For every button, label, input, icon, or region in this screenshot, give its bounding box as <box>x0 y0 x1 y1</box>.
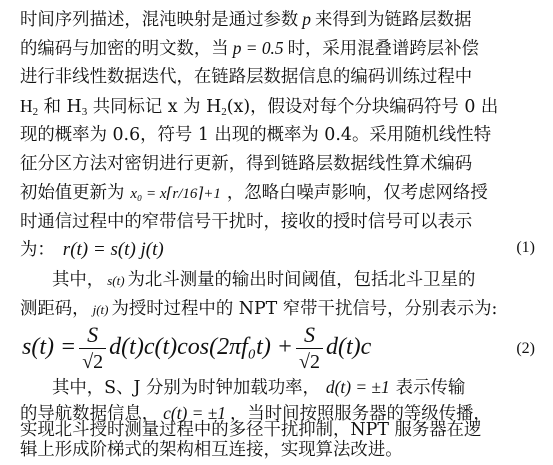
eq2-right: d(t)c <box>326 334 372 361</box>
text-segment: 为授时过程中的 NPT 窄带干扰信号，分别表示为: <box>111 299 498 319</box>
text-line-10 <box>52 265 535 295</box>
text-segment: 初始值更新为 <box>20 183 125 203</box>
math-var-p: p <box>302 9 311 29</box>
text-segment: 为： <box>20 240 55 260</box>
eq2-left: s(t) = <box>22 334 77 361</box>
text-segment: 时间序列描述，混沌映射是通过参数 <box>20 10 299 30</box>
frac-numerator: S <box>296 322 323 349</box>
text-segment: 进行非线性数据迭代，在链路层数据信息的编码训练过程中 <box>20 67 473 87</box>
eq2-fraction <box>296 322 323 375</box>
text-segment: 来得到为链路层数据 <box>314 10 472 30</box>
subscript: 2 <box>32 106 39 118</box>
math-inline-p: p = 0.5 <box>232 38 284 58</box>
text-segment: 时，采用混叠谱跨层补偿 <box>287 39 479 59</box>
text-line-6 <box>20 149 535 179</box>
math-h: H <box>20 96 33 116</box>
text-segment: ，当时间按照服务器的等级传播， <box>229 404 491 424</box>
eq2-middle: d(t)c(t)cos(2πf₀t) + <box>109 334 294 361</box>
text-line-2 <box>20 33 535 63</box>
equation-number-2: (2) <box>516 340 535 357</box>
text-segment: 的编码与加密的明文数，当 <box>20 39 229 59</box>
text-line-8 <box>20 207 535 237</box>
subscript: 3 <box>81 106 88 118</box>
text-segment: 和 H <box>43 97 82 117</box>
subscript: 2 <box>221 106 227 118</box>
text-line-3 <box>20 62 535 92</box>
text-segment: 表示传输 <box>395 378 466 398</box>
text-line-11 <box>20 294 535 324</box>
frac-denominator: √2 <box>82 351 104 373</box>
math-var-s: s(t) <box>107 273 125 288</box>
equation-2 <box>22 322 371 375</box>
text-segment: (x)，假设对每个分块编码符号 0 出 <box>226 97 499 117</box>
text-segment: 时通信过程中的窄带信号干扰时，接收的授时信号可以表示 <box>20 212 473 232</box>
text-segment: ，忽略白噪声影响，仅考虑网络授 <box>226 183 488 203</box>
math-inline-d: d(t) = ±1 <box>325 377 390 397</box>
text-segment: 的导航数据信息， <box>20 404 160 424</box>
frac-denominator: √2 <box>299 351 320 373</box>
text-line-7 <box>20 178 535 208</box>
equation-number-1: (1) <box>516 239 535 256</box>
text-segment: 测距码， <box>20 299 90 319</box>
math-inline-c: c(t) = ±1 <box>163 403 226 423</box>
text-line-5 <box>20 120 535 150</box>
text-line-9 <box>20 235 535 265</box>
text-segment: 实现北斗授时测量过程中的多径干扰抑制，NPT 服务器在逻 <box>20 420 482 440</box>
equation-1: r(t) = s(t) j(t) <box>62 239 164 260</box>
text-segment: 共同标记 x 为 H <box>92 97 222 117</box>
math-inline-x0: x₀ = x⌈r/16⌉+1 <box>130 186 221 202</box>
frac-numerator: S <box>79 322 106 349</box>
text-segment: 辑上形成阶梯式的架构相互连接，实现算法改进。 <box>20 440 403 460</box>
text-segment: 其中， <box>52 270 105 290</box>
text-segment: 现的概率为 0.6，符号 1 出现的概率为 0.4。采用随机线性特 <box>20 125 492 145</box>
math-var-j: j(t) <box>92 302 109 317</box>
text-line-4 <box>20 91 535 121</box>
text-line-1 <box>20 4 535 34</box>
eq2-fraction <box>79 322 106 375</box>
text-segment: 为北斗测量的输出时间阈值，包括北斗卫星的 <box>127 270 476 290</box>
text-segment: 征分区方法对密钥进行更新，得到链路层数据线性算术编码 <box>20 154 473 174</box>
text-segment: 其中，S、J 分别为时钟加载功率， <box>52 378 320 398</box>
